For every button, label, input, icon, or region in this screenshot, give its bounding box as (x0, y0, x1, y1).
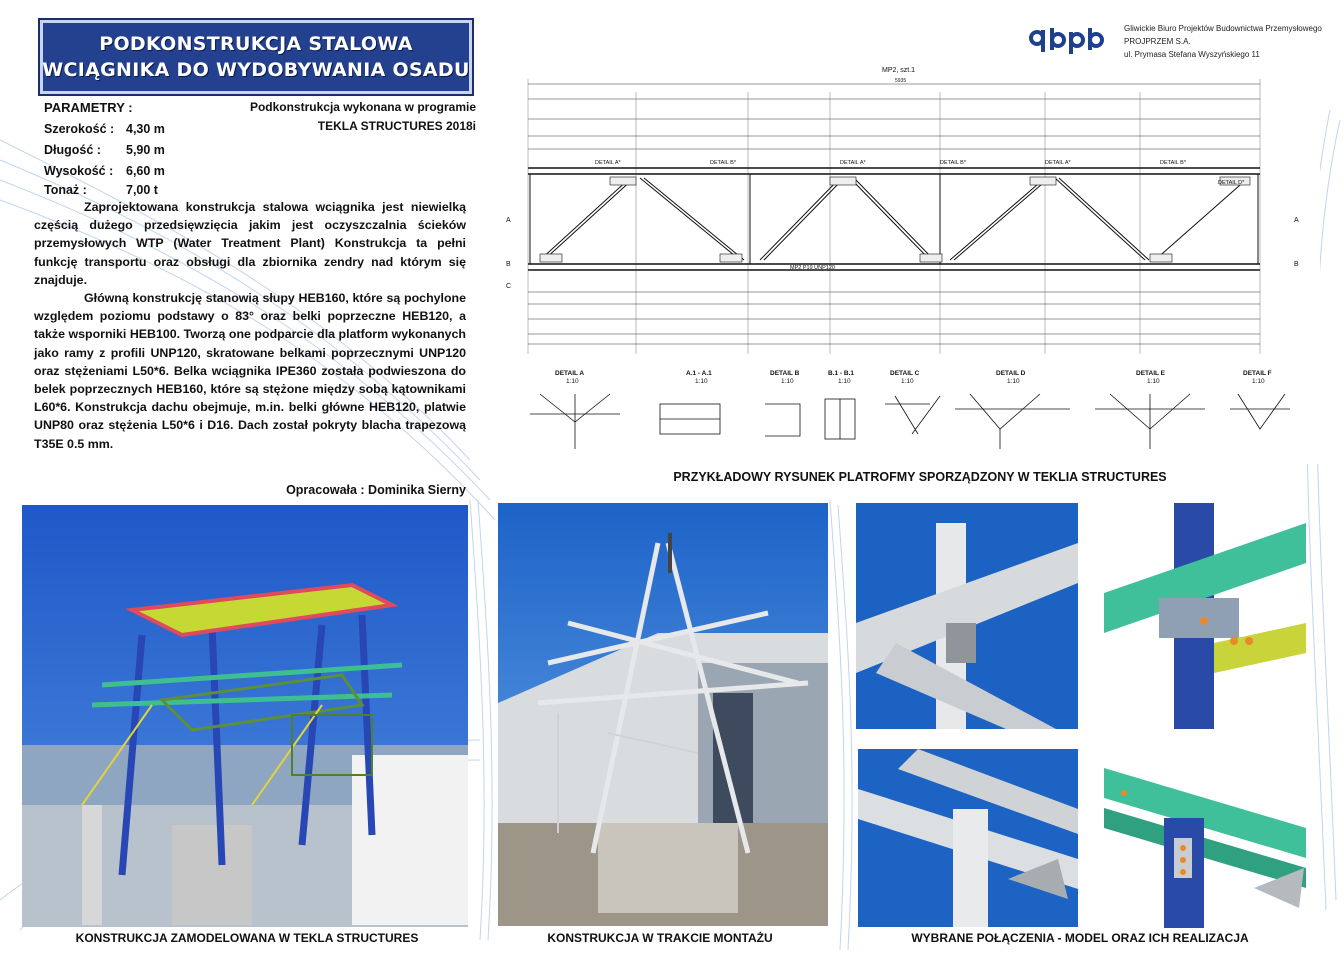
title-banner (38, 18, 474, 96)
param-width (44, 122, 165, 136)
detail-scale: 1:10 (901, 378, 914, 385)
model-render-image (22, 505, 468, 927)
detail-scale: 1:10 (695, 378, 708, 385)
param-value: 6,60 m (126, 164, 165, 178)
description-paragraph-2: Główną konstrukcję stanowią słupy HEB160, które są pochylone względem poziomu podstawy o 83° oraz belki poprzeczne HEB120, a także wsporniki HEB100. Tworzą one podparcie dla platform wykonanych jako ramy z profili UNP120, skratowane belkami poprzecznymi UNP120 oraz stężeniami L50*6. Belka wciągnika IPE360 została podwieszona do belek poprzecznych HEB160, które są stężone między sobą kątownikami L60*6. Konstrukcja dachu obejmuje, m.in. belki główne HEB120, platwie UNP80 oraz stężenia L50*6 i D16. Dach został pokryty blacha trapezową T35E 0.5 mm. (34, 291, 466, 451)
caption-connections: WYBRANE POŁĄCZENIA - MODEL ORAZ ICH REALIZACJA (911, 931, 1249, 945)
section-marker-b: B (506, 261, 511, 268)
gbpbp-logo-icon (1028, 26, 1112, 54)
detail-label: DETAIL D* (1218, 180, 1245, 186)
description (34, 198, 466, 453)
detail-name: A.1 - A.1 (686, 370, 712, 377)
part-label: MP2 P19 UNP120 (790, 265, 835, 271)
caption-model: KONSTRUKCJA ZAMODELOWANA W TEKLA STRUCTURES (75, 931, 419, 945)
section-marker-a: A (506, 217, 511, 224)
title-line-2: WCIĄGNIKA DO WYDOBYWANIA OSADU (42, 59, 470, 81)
params-heading: PARAMETRY : (44, 100, 133, 115)
company-line: PROJPRZEM S.A. (1124, 37, 1191, 46)
drawing-overall-dim: 5935 (895, 78, 907, 84)
detail-label: DETAIL B* (940, 160, 966, 166)
param-value: 7,00 t (126, 183, 158, 197)
detail-label: DETAIL A* (1045, 160, 1071, 166)
detail-name: DETAIL A (555, 370, 585, 377)
connection-image-4 (1104, 748, 1306, 928)
title-line-1: PODKONSTRUKCJA STALOWA (99, 33, 413, 55)
section-marker-b-right: B (1294, 261, 1299, 268)
param-length (44, 143, 165, 157)
company-logo (1028, 26, 1112, 62)
caption-site: KONSTRUKCJA W TRAKCIE MONTAŻU (547, 931, 773, 945)
detail-scale: 1:10 (838, 378, 851, 385)
detail-name: DETAIL E (1136, 370, 1166, 377)
program-note-line-1: Podkonstrukcja wykonana w programie (249, 100, 476, 114)
detail-name: DETAIL D (996, 370, 1026, 377)
detail-label: DETAIL A* (595, 160, 621, 166)
drawing-title: MP2, szt.1 (882, 67, 916, 74)
detail-label: DETAIL B* (710, 160, 736, 166)
platform-drawing (500, 64, 1320, 464)
param-label: Długość : (44, 143, 101, 157)
connection-image-1 (856, 503, 1078, 729)
param-height (44, 164, 165, 178)
detail-scale: 1:10 (1147, 378, 1160, 385)
param-tonnage (44, 183, 158, 197)
construction-site-image (498, 503, 828, 926)
detail-name: DETAIL C (890, 370, 920, 377)
param-label: Szerokość : (44, 122, 115, 136)
detail-scale: 1:10 (1252, 378, 1265, 385)
detail-label: DETAIL B* (1160, 160, 1186, 166)
detail-scale: 1:10 (781, 378, 794, 385)
connection-image-3 (858, 749, 1078, 927)
connection-image-2 (1104, 503, 1306, 729)
detail-label: DETAIL A* (840, 160, 866, 166)
program-note (230, 98, 476, 136)
param-value: 4,30 m (126, 122, 165, 136)
company-line: Gliwickie Biuro Projektów Budownictwa Przemysłowego (1124, 24, 1322, 33)
program-note-line-2: TEKLA STRUCTURES 2018i (317, 119, 476, 133)
detail-name: DETAIL F (1243, 370, 1272, 377)
author-credit: Opracowała : Dominika Sierny (286, 483, 466, 497)
detail-name: B.1 - B.1 (828, 370, 855, 377)
section-marker-c: C (506, 283, 512, 290)
description-paragraph-1: Zaprojektowana konstrukcja stalowa wciągnika jest niewielką częścią dużego przedsięwzięcia jakim jest oczyszczalnia ścieków przemysłowych WTP (Water Treatment Plant) Konstrukcja ta pełni funkcję transportu oraz obsługi dla zbiornika zendry nad którym się znajduje. (34, 200, 466, 287)
param-label: Tonaż : (44, 183, 87, 197)
detail-scale: 1:10 (566, 378, 579, 385)
section-marker-a-right: A (1294, 217, 1299, 224)
drawing-caption: PRZYKŁADOWY RYSUNEK PLATROFMY SPORZĄDZONY W TEKLIA STRUCTURES (673, 470, 1167, 484)
detail-scale: 1:10 (1007, 378, 1020, 385)
param-label: Wysokość : (44, 164, 114, 178)
detail-name: DETAIL B (770, 370, 800, 377)
param-value: 5,90 m (126, 143, 165, 157)
company-line: ul. Prymasa Stefana Wyszyńskiego 11 (1124, 50, 1260, 59)
